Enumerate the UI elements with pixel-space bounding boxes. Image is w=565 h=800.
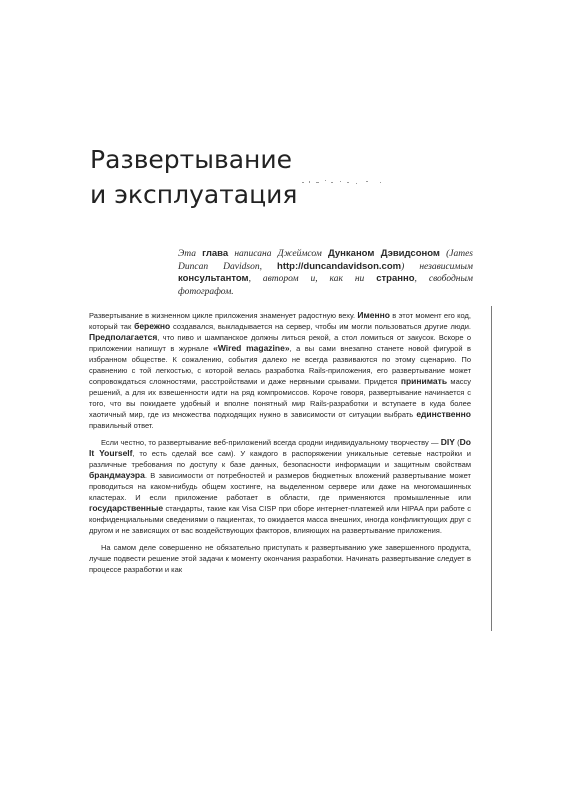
paragraph-text: , что пиво и шампанское должны литься рекой, а стол ломиться от закусок. Вскоре о приложении напишут в журнале: [89, 333, 471, 353]
emphasis: Именно: [357, 310, 390, 320]
epigraph-text: Эта: [178, 249, 203, 259]
scan-noise-specks: [300, 178, 390, 186]
paragraph-text: Если честно, то развертывание веб-приложений всегда сродни индивидуальному творчеству —: [101, 438, 441, 447]
epigraph-text: , свободным фотографом.: [178, 274, 473, 297]
emphasis: «Wired magazine»: [213, 343, 290, 353]
chapter-epigraph: [178, 248, 473, 298]
margin-rule: [491, 306, 492, 631]
paragraph-3: [89, 542, 471, 575]
epigraph-keyword: консультантом: [178, 273, 249, 284]
epigraph-text: ) независимым: [401, 261, 473, 272]
paragraph-text: (: [454, 438, 460, 447]
paragraph-text: , то есть сделай все сам). У каждого в распоряжении уникальные сетевые настройки и различные требования по доступу к базе данных, безопасности информации и защитным свойствам: [89, 449, 471, 469]
emphasis: государственные: [89, 503, 164, 513]
paragraph-text: , а вы сами внезапно станете новой фигурой в избранном обществе. К сожалению, события далеко не всегда развиваются по этому сценарию. По сравнению с той легкостью, с которой велась разработка Rails-приложения, его развертывание может сопровождаться сложностями, расстройствами и даже нервными срывами. Придется: [89, 344, 471, 386]
emphasis: DIY: [440, 437, 455, 447]
epigraph-text: (James Duncan Davidson,: [178, 249, 473, 272]
epigraph-keyword: странно: [376, 273, 415, 284]
paragraph-2: [89, 437, 471, 536]
emphasis: принимать: [400, 376, 448, 386]
paragraph-1: [89, 310, 471, 431]
epigraph-text: написана Джеймсом: [228, 249, 328, 259]
paragraph-text: На самом деле совершенно не обязательно приступать к развертыванию уже завершенного продукта, лучше подвести решение этой задачи к моменту окончания разработки. Начинать развертывание следует в процессе разработки и как: [89, 543, 471, 574]
paragraph-text: правильный ответ.: [89, 421, 154, 430]
epigraph-author-url: http://duncandavidson.com: [277, 260, 402, 272]
paragraph-text: создавался, выкладывается на сервер, чтобы им могли пользоваться другие люди.: [170, 322, 471, 331]
epigraph-text: , автором и, как ни: [248, 274, 377, 284]
paragraph-text: в этот момент его код, который так: [89, 311, 471, 331]
paragraph-text: стандарты, такие как Visa CISP при сборе интернет-платежей или HIPAA при работе с конфиденциальными сведениями о пациентах, то ожидается масса внешних, иногда конфликтующих друг с другом и не зависящих от вас воздействующих факторов, влияющих на развертывание приложения.: [89, 504, 471, 535]
emphasis: Do It Yourself: [89, 437, 471, 458]
chapter-title-line-2: и эксплуатация: [90, 180, 298, 209]
epigraph-keyword: глава: [202, 248, 229, 259]
emphasis: брандмауэра: [89, 470, 145, 480]
emphasis: бережно: [134, 321, 171, 331]
body-text: [89, 310, 471, 581]
paragraph-text: Развертывание в жизненном цикле приложения знаменует радостную веху.: [89, 311, 358, 320]
chapter-title: [90, 142, 390, 212]
epigraph-author-name: Дунканом Дэвидсоном: [328, 248, 440, 259]
chapter-title-line-1: Развертывание: [90, 145, 293, 174]
emphasis: единственно: [416, 409, 471, 419]
paragraph-text: . В зависимости от потребностей и размеров бюджетных вложений развертывание может проводиться на каком-нибудь общем хостинге, на выделенном сервере или даже на многомашинных кластерах. И если приложение работает в области, где применяются промышленные или: [89, 471, 471, 502]
paragraph-text: массу решений, а для их взвешенности идти на ряд компромиссов. Короче говоря, развертывание начинается с того, что вы покидаете удобный и вполне понятный мир Rails-разработки и вступаете в куда более хаотичный мир, где из множества подходящих нужно в зависимости от ситуации выбрать: [89, 377, 471, 419]
emphasis: Предполагается: [89, 332, 158, 342]
